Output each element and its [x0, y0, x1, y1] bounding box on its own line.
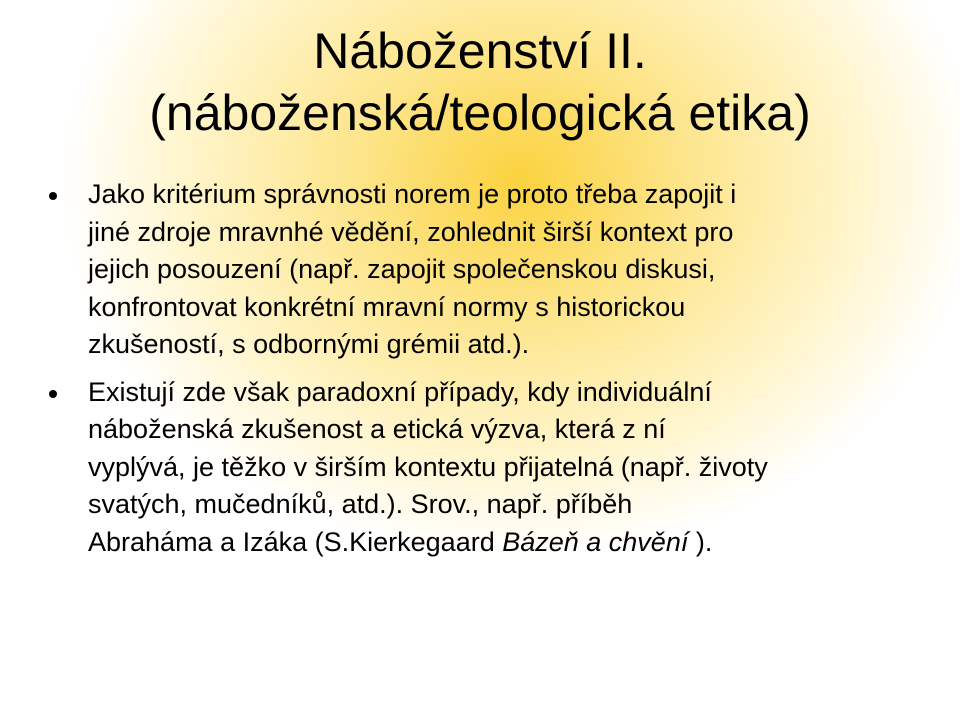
bullet-1-line-2: jiné zdroje mravnhé vědění, zohlednit širší kontext pro: [88, 216, 734, 247]
bullet-dot-icon: [49, 192, 57, 200]
bullet-2-line-2: náboženská zkušenost a etická výzva, která z ní: [88, 414, 666, 444]
bullet-item-2: [88, 374, 938, 562]
bullet-list: [88, 176, 938, 571]
title-line-1: Náboženství II.: [313, 23, 647, 79]
bullet-dot-icon: [49, 390, 57, 398]
bullet-2-line-4: svatých, mučedníků, atd.). Srov., např. příběh: [88, 489, 633, 519]
bullet-1-line-5: zkušeností, s odbornými grémii atd.).: [88, 329, 530, 359]
book-title: Bázeň a chvění: [502, 526, 689, 557]
bullet-1-line-4: konfrontovat konkrétní mravní normy s historickou: [88, 291, 686, 322]
slide-title: [0, 20, 960, 144]
bullet-2-line-5: [88, 524, 938, 562]
bullet-2-line-5-end: ).: [688, 526, 713, 557]
bullet-2-line-5-start: Abraháma a Izáka (S.Kierkegaard: [88, 526, 503, 557]
bullet-1-line-1: Jako kritérium správnosti norem je proto třeba zapojit i: [88, 179, 737, 209]
bullet-2-line-3: vyplývá, je těžko v širším kontextu přijatelná (např. životy: [88, 451, 768, 482]
bullet-item-1: [88, 176, 938, 364]
bullet-2-line-1: Existují zde však paradoxní případy, kdy individuální: [88, 376, 712, 407]
bullet-1-line-3: jejich posouzení (např. zapojit společenskou diskusi,: [88, 254, 716, 284]
title-line-2: (náboženská/teologická etika): [149, 85, 811, 141]
